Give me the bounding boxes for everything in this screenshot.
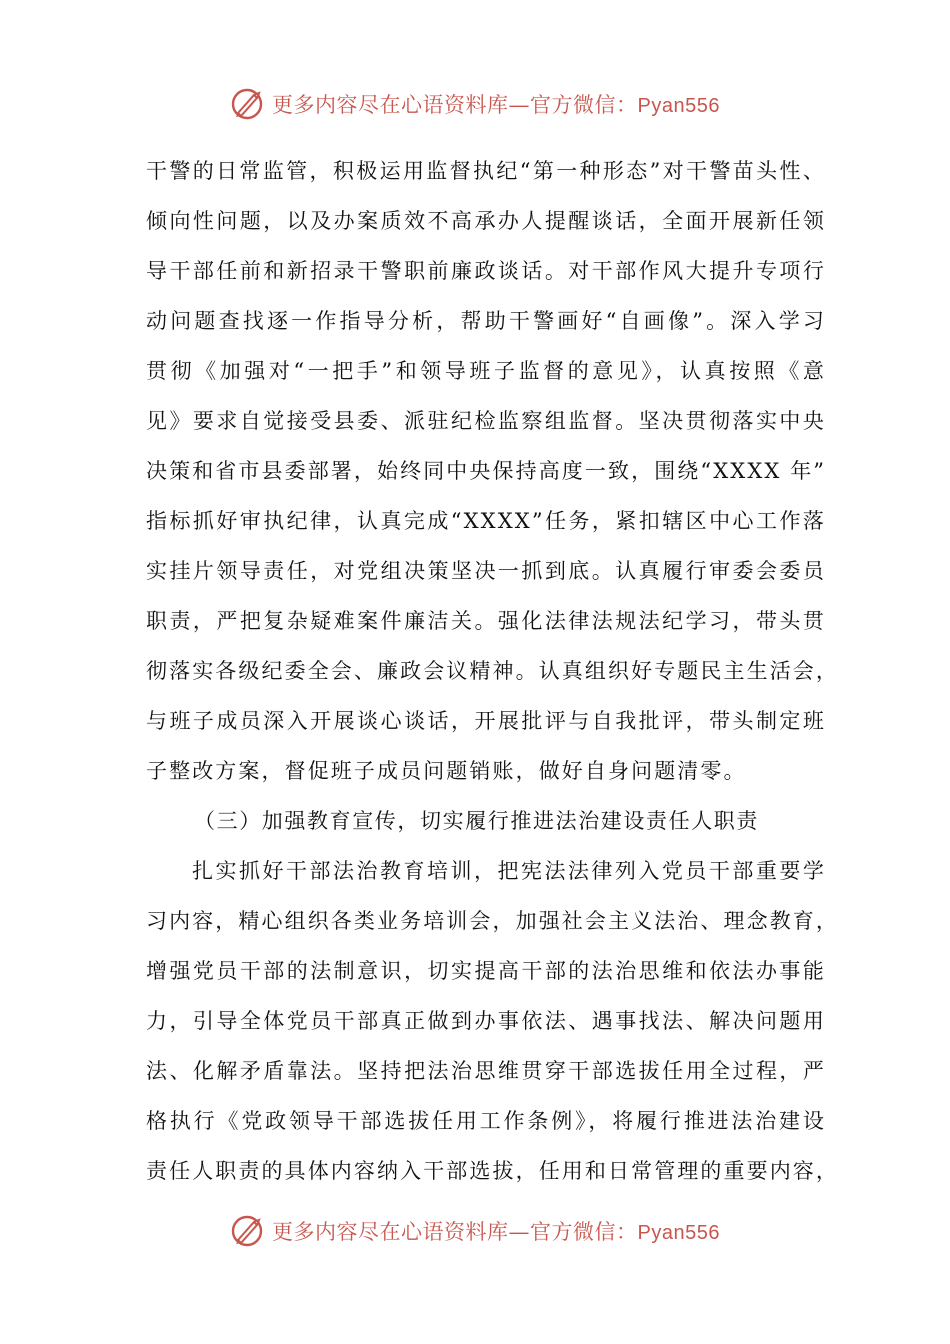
body-line: 彻落实各级纪委全会、廉政会议精神。认真组织好专题民主生活会，	[146, 659, 839, 683]
body-line: 贯彻《加强对“一把手”和领导班子监督的意见》，认真按照《意	[146, 359, 826, 383]
pen-logo-icon	[230, 86, 266, 122]
body-line: 动问题查找逐一作指导分析，帮助干警画好“自画像”。深入学习	[146, 309, 826, 333]
section-line: 增强党员干部的法制意识，切实提高干部的法治思维和依法办事能	[146, 959, 826, 983]
body-line: 指标抓好审执纪律，认真完成“XXXX”任务，紧扣辖区中心工作落	[146, 509, 826, 533]
footer-watermark	[0, 1211, 950, 1251]
body-line: 子整改方案，督促班子成员问题销账，做好自身问题清零。	[146, 759, 747, 783]
section-heading: （三）加强教育宣传，切实履行推进法治建设责任人职责	[194, 809, 759, 833]
watermark-text: 更多内容尽在心语资料库—官方微信：Pyan556	[272, 93, 720, 117]
section-line: 法、化解矛盾靠法。坚持把法治思维贯穿干部选拔任用全过程，严	[146, 1059, 826, 1083]
section-line: 扎实抓好干部法治教育培训，把宪法法律列入党员干部重要学	[192, 859, 826, 883]
body-line: 职责，严把复杂疑难案件廉洁关。强化法律法规法纪学习，带头贯	[146, 609, 826, 633]
body-line: 实挂片领导责任，对党组决策坚决一抓到底。认真履行审委会委员	[146, 559, 826, 583]
section-line: 习内容，精心组织各类业务培训会，加强社会主义法治、理念教育，	[146, 909, 839, 933]
watermark-text: 更多内容尽在心语资料库—官方微信：Pyan556	[272, 1220, 720, 1244]
pen-logo-icon	[230, 1213, 266, 1249]
body-line: 干警的日常监管，积极运用监督执纪“第一种形态”对干警苗头性、	[146, 159, 826, 183]
section-line: 责任人职责的具体内容纳入干部选拔，任用和日常管理的重要内容，	[146, 1159, 839, 1183]
body-line: 决策和省市县委部署，始终同中央保持高度一致，围绕“XXXX 年”	[146, 459, 827, 483]
body-line: 与班子成员深入开展谈心谈话，开展批评与自我批评，带头制定班	[146, 709, 826, 733]
body-line: 导干部任前和新招录干警职前廉政谈话。对干部作风大提升专项行	[146, 259, 826, 283]
body-line: 倾向性问题，以及办案质效不高承办人提醒谈话，全面开展新任领	[146, 209, 826, 233]
watermark-wechat-id: Pyan556	[637, 95, 720, 117]
watermark-wechat-id: Pyan556	[637, 1222, 720, 1244]
section-line: 力，引导全体党员干部真正做到办事依法、遇事找法、解决问题用	[146, 1009, 826, 1033]
document-body	[146, 148, 839, 1198]
header-watermark	[0, 84, 950, 124]
section-line: 格执行《党政领导干部选拔任用工作条例》，将履行推进法治建设	[146, 1109, 826, 1133]
body-line: 见》要求自觉接受县委、派驻纪检监察组监督。坚决贯彻落实中央	[146, 409, 826, 433]
